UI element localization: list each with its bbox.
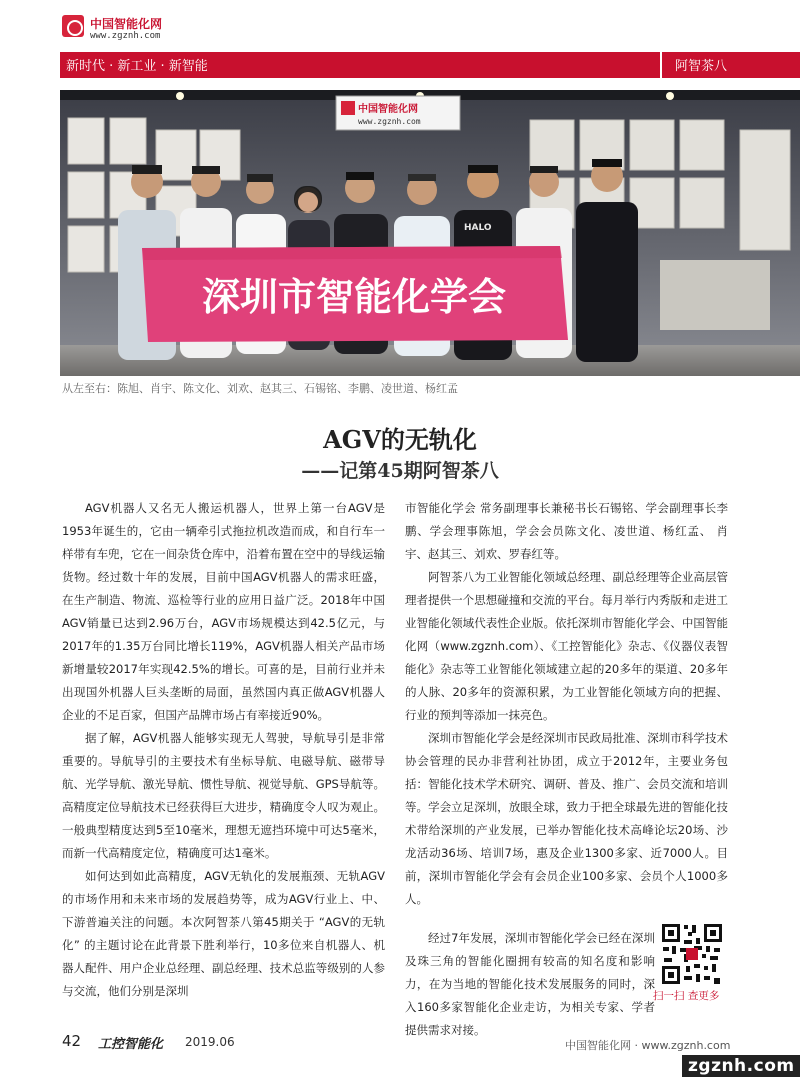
footer-site[interactable]: 中国智能化网 · www.zgznh.com — [565, 1039, 731, 1052]
header-slogan: 新时代 · 新工业 · 新智能 — [66, 59, 208, 74]
svg-text:HALO: HALO — [464, 223, 492, 233]
column-name: 阿智茶八 — [675, 59, 728, 74]
logo-name: 中国智能化网 — [90, 17, 163, 31]
paragraph: AGV机器人又名无人搬运机器人，世界上第一台AGV是1953年诞生的，它由一辆牵引式拖拉机改造而成，和自行车一样带有车兜，它在一间杂货仓库中，沿着布置在空中的导线运输货物。经过数十年的发展，目前中国AGV机器人的需求旺盛，在生产制造、物流、巡检等行业的应用日益广泛。2018年中国AGV销量已达到2.96万台，AGV市场规模达到42.5亿元，与2017年的1.35万台同比增长119%，AGV机器人相关产品市场新增量较2017年实现42.5%的增长。可喜的是，目前行业并未出现国外机器人巨头垄断的局面，虽然国内真正做AGV机器人企业的不足百家，但国产品牌市场占有率接近90%。 — [62, 501, 385, 722]
watermark: zgznh.com — [682, 1055, 800, 1077]
left-column — [62, 497, 385, 1003]
paragraph: 阿智茶八为工业智能化领域总经理、副总经理等企业高层管理者提供一个思想碰撞和交流的平台。每月举行内秀版和走进工业智能化领域代表性企业版。依托深圳市智能化学会、中国智能化网（www.zgznh.com）、《工控智能化》杂志、《仪器仪表智能化》杂志等工业智能化领域建立起的20多年的渠道、20多年的人脉、20多年的资源积累，为工业智能化领域方向的把握、行业的预判等添加一抹亮色。 — [405, 570, 728, 722]
logo-url[interactable]: www.zgznh.com — [90, 31, 161, 41]
issue-date: 2019.06 — [185, 1035, 235, 1049]
article-title: AGV的无轨化 — [323, 425, 477, 454]
right-column-tail — [405, 927, 655, 1042]
qr-caption: 扫一扫 查更多 — [653, 990, 720, 1002]
page-number: 42 — [62, 1032, 82, 1050]
qr-code-icon[interactable] — [660, 922, 724, 986]
photo-caption: 从左至右：陈旭、肖宇、陈文化、刘欢、赵其三、石锡铭、李鹏、凌世道、杨红孟 — [62, 382, 458, 395]
logo-icon — [62, 15, 84, 37]
paragraph: 深圳市智能化学会是经深圳市民政局批准、深圳市科学技术协会管理的民办非营利社协团，成立于2012年，主要业务包括：智能化技术学术研究、调研、普及、推广、会员交流和培训等。学会立足深圳，放眼全球，致力于把全球最先进的智能化技术带给深圳的产业发展，已举办智能化技术高峰论坛20场、沙龙活动36场、培训7场，惠及企业1300多家、近7000人。目前，深圳市智能化学会有会员企业100多家、会员个人1000多人。 — [405, 731, 728, 906]
right-column — [405, 497, 728, 911]
paragraph: 经过7年发展，深圳市智能化学会已经在深圳及珠三角的智能化圈拥有较高的知名度和影响力，在为当地的智能化技术发展服务的同时，深入160多家智能化企业走访，为相关专家、学者提供需求对接。 — [405, 931, 655, 1037]
article-subtitle: ——记第45期阿智茶八 — [301, 460, 499, 482]
group-photo — [60, 90, 800, 376]
banner-text: 深圳市智能化学会 — [201, 275, 507, 319]
paragraph: 如何达到如此高精度，AGV无轨化的发展瓶颈、无轨AGV的市场作用和未来市场的发展趋势等，成为AGV行业上、中、下游普遍关注的问题。本次阿智茶八第45期关于 “AGV的无轨化” 的主题讨论在此背景下胜利举行，10多位来自机器人、机器人配件、用户企业总经理、副总经理、技术总监等级别的人参与交流，他们分别是深圳 — [62, 869, 385, 998]
wall-sign-name: 中国智能化网 — [358, 104, 418, 115]
paragraph: 据了解，AGV机器人能够实现无人驾驶，导航导引是非常重要的。导航导引的主要技术有坐标导航、电磁导航、磁带导航、光学导航、激光导航、惯性导航、视觉导航、GPS导航等。高精度定位导航技术已经获得巨大进步，精确度令人叹为观止。一般典型精度达到5至10毫米，理想无遮挡环境中可达5毫米，而新一代高精度定位，精确度可达1毫米。 — [62, 731, 385, 860]
paragraph: 市智能化学会 常务副理事长兼秘书长石锡铭、学会副理事长李鹏、学会理事陈旭，学会会员陈文化、凌世道、杨红孟、 肖宇、赵其三、刘欢、罗春红等。 — [405, 501, 728, 561]
magazine-name: 工控智能化 — [98, 1037, 164, 1052]
header-divider — [660, 52, 662, 78]
wall-sign-url: www.zgznh.com — [358, 117, 421, 126]
